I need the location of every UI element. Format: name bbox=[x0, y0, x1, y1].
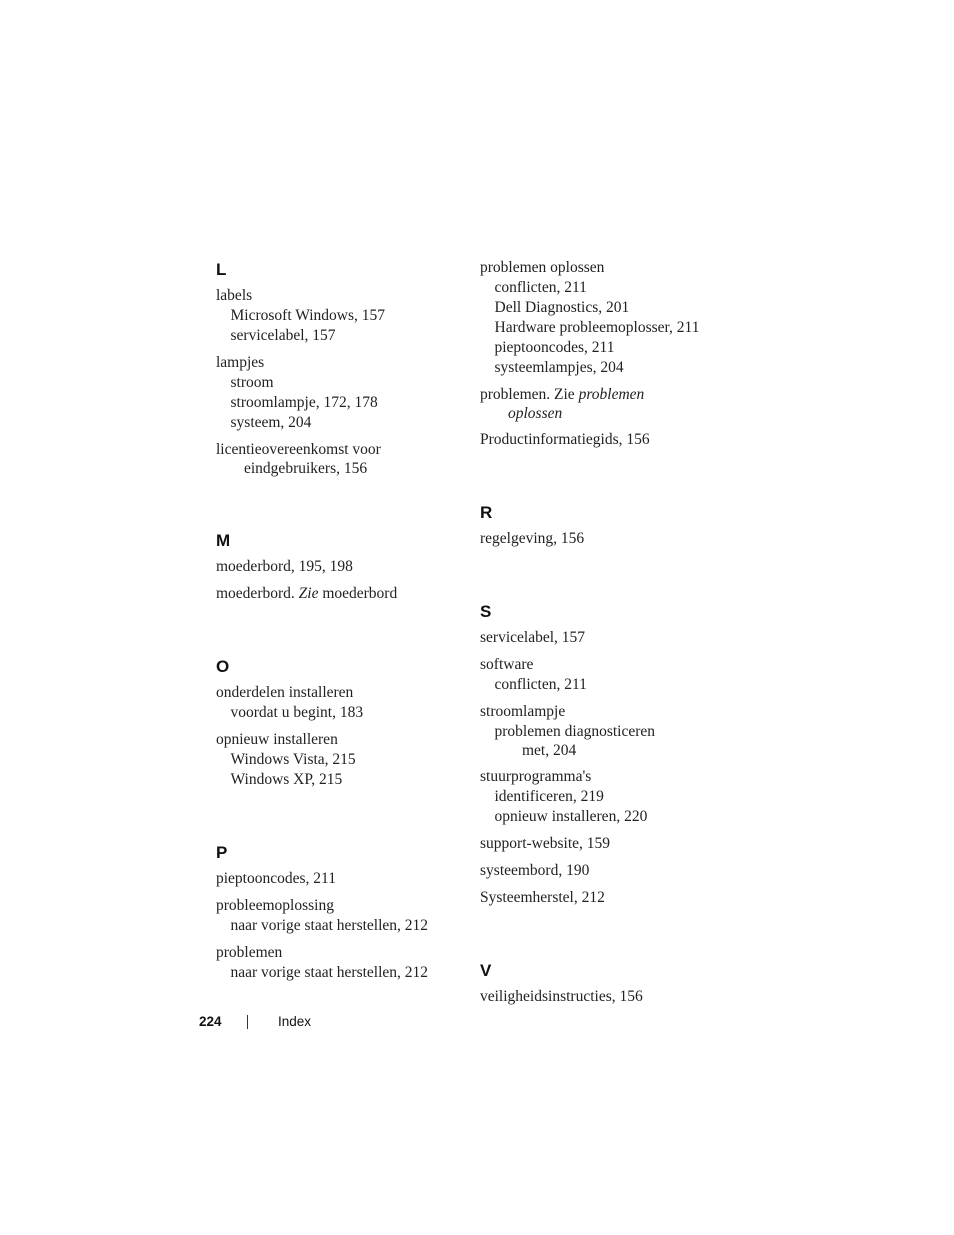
section-letter-v: V bbox=[480, 961, 492, 980]
index-column-right bbox=[480, 258, 740, 1014]
index-entry bbox=[216, 730, 466, 790]
footer-title: Index bbox=[278, 1014, 312, 1029]
see-reference: Zie bbox=[298, 585, 319, 602]
see-reference-continuation: oplossen bbox=[508, 405, 563, 422]
index-entry bbox=[480, 987, 740, 1007]
entry-term-text: problemen. Zie bbox=[480, 386, 579, 403]
entry-subterm: pieptooncodes, 211 bbox=[494, 339, 615, 356]
index-entry bbox=[216, 557, 466, 577]
entry-subterm: servicelabel, 157 bbox=[230, 327, 336, 344]
entry-term bbox=[216, 584, 466, 604]
entry-term: moederbord, 195, 198 bbox=[216, 558, 353, 575]
index-entry bbox=[480, 385, 740, 423]
entry-term: problemen oplossen bbox=[480, 259, 605, 276]
entry-subterm: stroom bbox=[230, 374, 274, 391]
index-entry bbox=[216, 896, 466, 936]
footer-separator bbox=[247, 1015, 248, 1029]
index-entry bbox=[480, 888, 740, 908]
index-entry bbox=[216, 584, 466, 604]
entry-term: support-website, 159 bbox=[480, 835, 611, 852]
entry-subterm: voordat u begint, 183 bbox=[230, 704, 364, 721]
index-entry bbox=[216, 683, 466, 723]
index-entry bbox=[216, 286, 466, 346]
entry-term: Productinformatiegids, 156 bbox=[480, 431, 650, 448]
entry-term: opnieuw installeren bbox=[216, 731, 338, 748]
entry-subterm: Windows XP, 215 bbox=[230, 771, 343, 788]
entry-subterm: Dell Diagnostics, 201 bbox=[494, 299, 630, 316]
entry-term: onderdelen installeren bbox=[216, 684, 354, 701]
section-letter-l: L bbox=[216, 260, 227, 279]
section-letter-m: M bbox=[216, 531, 231, 550]
section-letter-s: S bbox=[480, 602, 492, 621]
entry-continuation: eindgebruikers, 156 bbox=[244, 460, 368, 477]
entry-term: probleemoplossing bbox=[216, 897, 334, 914]
index-entry bbox=[480, 702, 740, 760]
entry-subterm: opnieuw installeren, 220 bbox=[494, 808, 648, 825]
entry-term: licentieovereenkomst voor bbox=[216, 441, 381, 458]
section-letter-o: O bbox=[216, 657, 230, 676]
entry-subterm: identificeren, 219 bbox=[494, 788, 604, 805]
entry-term: systeembord, 190 bbox=[480, 862, 590, 879]
entry-term-text: moederbord bbox=[318, 585, 398, 602]
entry-term: pieptooncodes, 211 bbox=[216, 870, 336, 887]
index-entry bbox=[480, 834, 740, 854]
entry-subterm: systeem, 204 bbox=[230, 414, 312, 431]
entry-term: stuurprogramma's bbox=[480, 768, 592, 785]
index-entry bbox=[480, 430, 740, 450]
section-letter-r: R bbox=[480, 503, 493, 522]
entry-term: regelgeving, 156 bbox=[480, 530, 585, 547]
entry-continuation: met, 204 bbox=[522, 742, 577, 759]
entry-subterm: Windows Vista, 215 bbox=[230, 751, 356, 768]
index-entry bbox=[480, 655, 740, 695]
index-entry bbox=[480, 258, 740, 378]
entry-term: stroomlampje bbox=[480, 703, 566, 720]
index-entry bbox=[216, 869, 466, 889]
entry-subterm: Microsoft Windows, 157 bbox=[230, 307, 386, 324]
index-entry bbox=[480, 529, 740, 549]
entry-term: veiligheidsinstructies, 156 bbox=[480, 988, 643, 1005]
index-entry bbox=[216, 440, 466, 478]
entry-subterm: Hardware probleemoplosser, 211 bbox=[494, 319, 700, 336]
entry-term: Systeemherstel, 212 bbox=[480, 889, 605, 906]
entry-term bbox=[480, 385, 740, 405]
index-entry bbox=[216, 943, 466, 983]
entry-subterm: naar vorige staat herstellen, 212 bbox=[230, 917, 429, 934]
entry-subterm: naar vorige staat herstellen, 212 bbox=[230, 964, 429, 981]
index-column-left bbox=[216, 258, 466, 990]
entry-term: labels bbox=[216, 287, 253, 304]
index-entry bbox=[480, 767, 740, 827]
entry-term: lampjes bbox=[216, 354, 265, 371]
index-entry bbox=[480, 628, 740, 648]
page-number: 224 bbox=[199, 1014, 222, 1029]
index-entry bbox=[480, 861, 740, 881]
entry-subterm: problemen diagnosticeren bbox=[494, 723, 656, 740]
entry-term: problemen bbox=[216, 944, 283, 961]
entry-subterm: conflicten, 211 bbox=[494, 279, 587, 296]
entry-subterm: stroomlampje, 172, 178 bbox=[230, 394, 378, 411]
see-reference: problemen bbox=[578, 386, 645, 403]
entry-subterm: systeemlampjes, 204 bbox=[494, 359, 624, 376]
index-entry bbox=[216, 353, 466, 433]
entry-term: servicelabel, 157 bbox=[480, 629, 586, 646]
section-letter-p: P bbox=[216, 843, 228, 862]
entry-term-text: moederbord. bbox=[216, 585, 299, 602]
entry-term: software bbox=[480, 656, 534, 673]
entry-subterm: conflicten, 211 bbox=[494, 676, 587, 693]
